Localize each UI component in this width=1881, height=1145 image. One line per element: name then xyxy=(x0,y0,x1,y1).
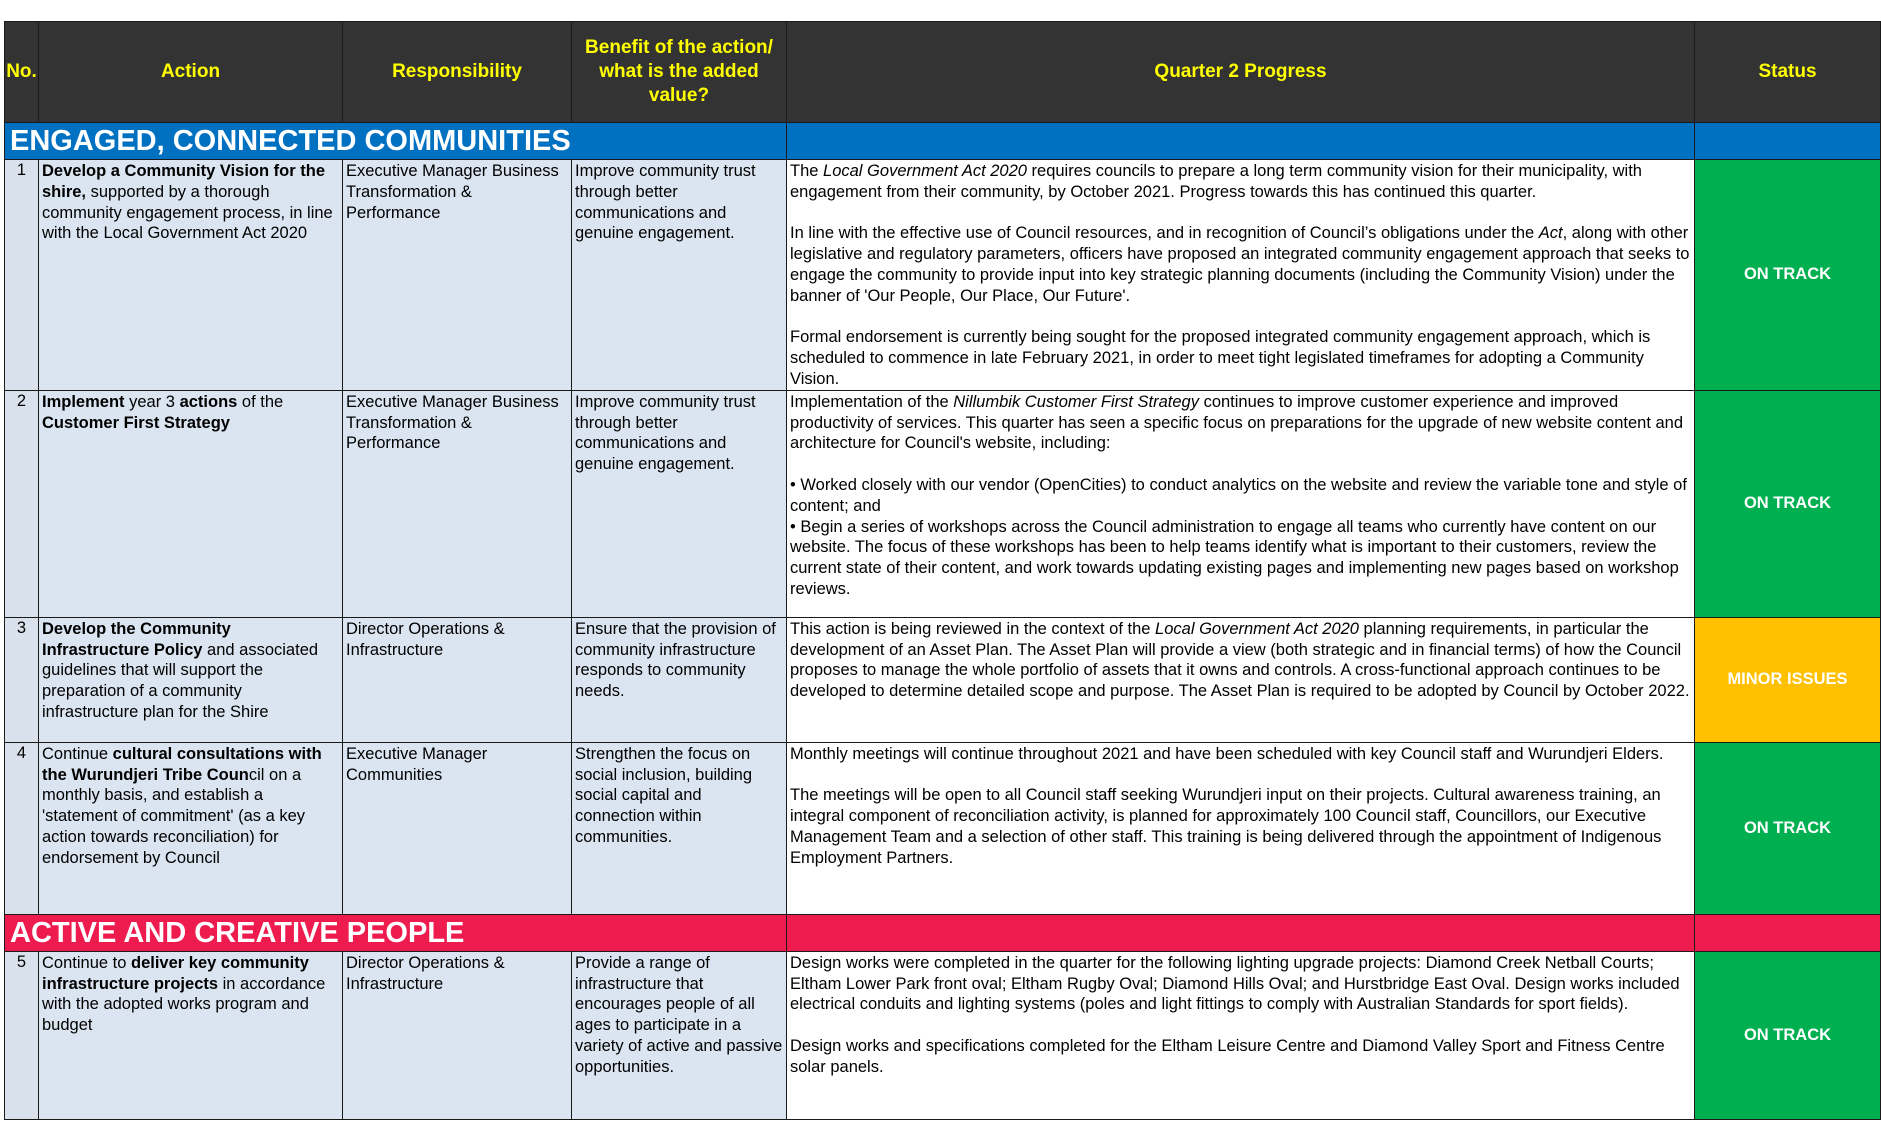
section-title xyxy=(5,123,787,160)
section-row-active xyxy=(5,914,1881,951)
progress-italic: Local Government Act 2020 xyxy=(823,162,1027,180)
progress-text: planning requirements, in particular the development of an Asset Plan. The Asset Plan will provide a view (both strategic and in financial terms) of how the Council proposes to manage the whole portfolio of assets that it owns and controls. A cross-functional approach continues to be developed to determine detailed scope and purpose. The Asset Plan is required to be adopted by Council by October 2022. xyxy=(790,619,1690,701)
benefit-cell: Improve community trust through better communications and genuine engagement. xyxy=(572,160,787,391)
progress-report-table-wrapper xyxy=(4,21,1880,1120)
progress-cell xyxy=(787,160,1695,391)
action-bold: Implement xyxy=(42,392,125,411)
progress-cell xyxy=(787,742,1695,914)
progress-paragraph xyxy=(790,619,1691,702)
header-row xyxy=(5,22,1881,123)
progress-text: requires councils to prepare a long term community vision for their municipality, with engagement from their community, by October 2021. Progress towards this has continued this quarter. xyxy=(790,162,1642,201)
action-cell xyxy=(39,617,343,742)
action-bold: Customer First Strategy xyxy=(42,413,230,432)
status-badge: ON TRACK xyxy=(1695,951,1881,1119)
action-text: in accordance with the adopted works program and budget xyxy=(42,974,326,1035)
row-number: 3 xyxy=(5,617,39,742)
header-responsibility: Responsibility xyxy=(343,22,572,123)
row-number: 5 xyxy=(5,951,39,1119)
progress-cell xyxy=(787,951,1695,1119)
header-progress: Quarter 2 Progress xyxy=(787,22,1695,123)
action-bold: actions xyxy=(179,392,238,411)
section-title-text: ACTIVE AND CREATIVE PEOPLE xyxy=(10,916,465,949)
progress-paragraph xyxy=(790,392,1691,454)
progress-paragraph xyxy=(790,161,1691,203)
benefit-cell: Strengthen the focus on social inclusion, building social capital and connection within communities. xyxy=(572,742,787,914)
progress-paragraph: The meetings will be open to all Council staff seeking Wurundjeri input on their projects. Cultural awareness training, an integral component of reconciliation activity, is planned for approximately 100 Council staff, Councillors, our Executive Management Team and a selection of other staff. This training is being delivered through the appointment of Indigenous Employment Partners. xyxy=(790,786,1662,867)
progress-text: In line with the effective use of Council resources, and in recognition of Council’s obligations under the xyxy=(790,224,1539,243)
section-title-text: ENGAGED, CONNECTED COMMUNITIES xyxy=(10,125,571,157)
action-text: year 3 xyxy=(124,392,180,411)
action-cell xyxy=(39,951,343,1119)
responsibility-cell: Executive Manager Business Transformation & Performance xyxy=(343,160,572,391)
progress-paragraph: Design works were completed in the quarter for the following lighting upgrade projects: Diamond Creek Netball Courts; Eltham Lower Park front oval; Eltham Rugby Oval; Diamond Hills Oval; and Hurstbridge East Oval. Design works included electrical conduits and lighting systems (poles and light fittings to comply with Australian Standards for sport fields). xyxy=(790,953,1680,1014)
action-bold: cultural consultations with the Wurundjeri Tribe Coun xyxy=(42,744,322,784)
action-text: cil on a monthly basis, and establish a 'statement of commitment' (as a key action towards reconciliation) for endorsement by Council xyxy=(42,765,306,867)
progress-cell xyxy=(787,390,1695,617)
action-text: and associated guidelines that will support the preparation of a community infrastructure plan for the Shire xyxy=(42,640,319,721)
row-number: 2 xyxy=(5,390,39,617)
table-row xyxy=(5,160,1881,391)
progress-paragraph xyxy=(790,223,1691,306)
action-cell xyxy=(39,390,343,617)
responsibility-cell: Executive Manager Business Transformation & Performance xyxy=(343,390,572,617)
header-status: Status xyxy=(1695,22,1881,123)
benefit-cell: Provide a range of infrastructure that encourages people of all ages to participate in a variety of active and passive opportunities. xyxy=(572,951,787,1119)
responsibility-cell: Director Operations & Infrastructure xyxy=(343,617,572,742)
action-text: Continue xyxy=(42,744,113,763)
section-row-engaged xyxy=(5,123,1881,160)
section-filler xyxy=(1695,914,1881,951)
progress-text: continues to improve customer experience and improved productivity of services. This quarter has seen a specific focus on preparations for the upgrade of new website content and architecture for Council's website, including: xyxy=(790,392,1684,453)
row-number: 1 xyxy=(5,160,39,391)
progress-text: This action is being reviewed in the context of the xyxy=(790,619,1156,638)
progress-italic: Local Government Act 2020 xyxy=(1155,619,1359,638)
progress-italic: Nillumbik Customer First Strategy xyxy=(953,392,1199,411)
action-bold: Develop a Community Vision for the shire, xyxy=(42,162,325,201)
action-text: of the xyxy=(237,392,284,411)
section-title xyxy=(5,914,787,951)
progress-bullet: • Worked closely with our vendor (OpenCities) to conduct analytics on the website and review the variable tone and style of content; and xyxy=(790,475,1687,515)
progress-text: Implementation of the xyxy=(790,392,954,411)
status-badge: ON TRACK xyxy=(1695,390,1881,617)
progress-bullet: • Begin a series of workshops across the Council administration to engage all teams who currently have content on our website. The focus of these workshops has been to help teams identify what is important to their customers, review the current state of their content, and work towards updating existing pages and implementing new pages based on workshop reviews. xyxy=(790,517,1679,598)
progress-text: , along with other legislative and regulatory parameters, officers have proposed an integrated community engagement approach that seeks to engage the community to provide input into key strategic planning documents (including the Community Vision) under the banner of 'Our People, Our Place, Our Future'. xyxy=(790,224,1690,305)
action-text: supported by a thorough community engagement process, in line with the Local Government Act 2020 xyxy=(42,182,333,243)
action-text: Continue to xyxy=(42,953,131,972)
row-number: 4 xyxy=(5,742,39,914)
progress-paragraph: Monthly meetings will continue throughout 2021 and have been scheduled with key Council staff and Wurundjeri Elders. xyxy=(790,744,1664,763)
action-cell xyxy=(39,160,343,391)
section-filler xyxy=(787,123,1695,160)
table-row xyxy=(5,617,1881,742)
table-row xyxy=(5,390,1881,617)
responsibility-cell: Director Operations & Infrastructure xyxy=(343,951,572,1119)
progress-text: The xyxy=(790,162,824,180)
table-row xyxy=(5,742,1881,914)
progress-cell xyxy=(787,617,1695,742)
section-filler xyxy=(1695,123,1881,160)
header-action: Action xyxy=(39,22,343,123)
benefit-cell: Ensure that the provision of community infrastructure responds to community needs. xyxy=(572,617,787,742)
responsibility-cell: Executive Manager Communities xyxy=(343,742,572,914)
status-badge: MINOR ISSUES xyxy=(1695,617,1881,742)
status-badge: ON TRACK xyxy=(1695,742,1881,914)
status-badge: ON TRACK xyxy=(1695,160,1881,391)
progress-report-table xyxy=(4,21,1881,1120)
section-filler xyxy=(787,914,1695,951)
progress-italic: Act xyxy=(1538,224,1563,243)
header-no: No. xyxy=(5,22,39,123)
action-bold: Develop the Community Infrastructure Policy xyxy=(42,619,231,659)
progress-paragraph: Design works and specifications completed for the Eltham Leisure Centre and Diamond Valley Sport and Fitness Centre solar panels. xyxy=(790,1036,1665,1076)
action-cell xyxy=(39,742,343,914)
table-row xyxy=(5,951,1881,1119)
action-bold: deliver key community infrastructure projects xyxy=(42,953,309,993)
progress-paragraph: Formal endorsement is currently being sought for the proposed integrated community engagement approach, which is scheduled to commence in late February 2021, in order to meet tight legislated timeframes for adopting a Community Vision. xyxy=(790,328,1651,388)
header-benefit: Benefit of the action/ what is the added value? xyxy=(572,22,787,123)
benefit-cell: Improve community trust through better communications and genuine engagement. xyxy=(572,390,787,617)
